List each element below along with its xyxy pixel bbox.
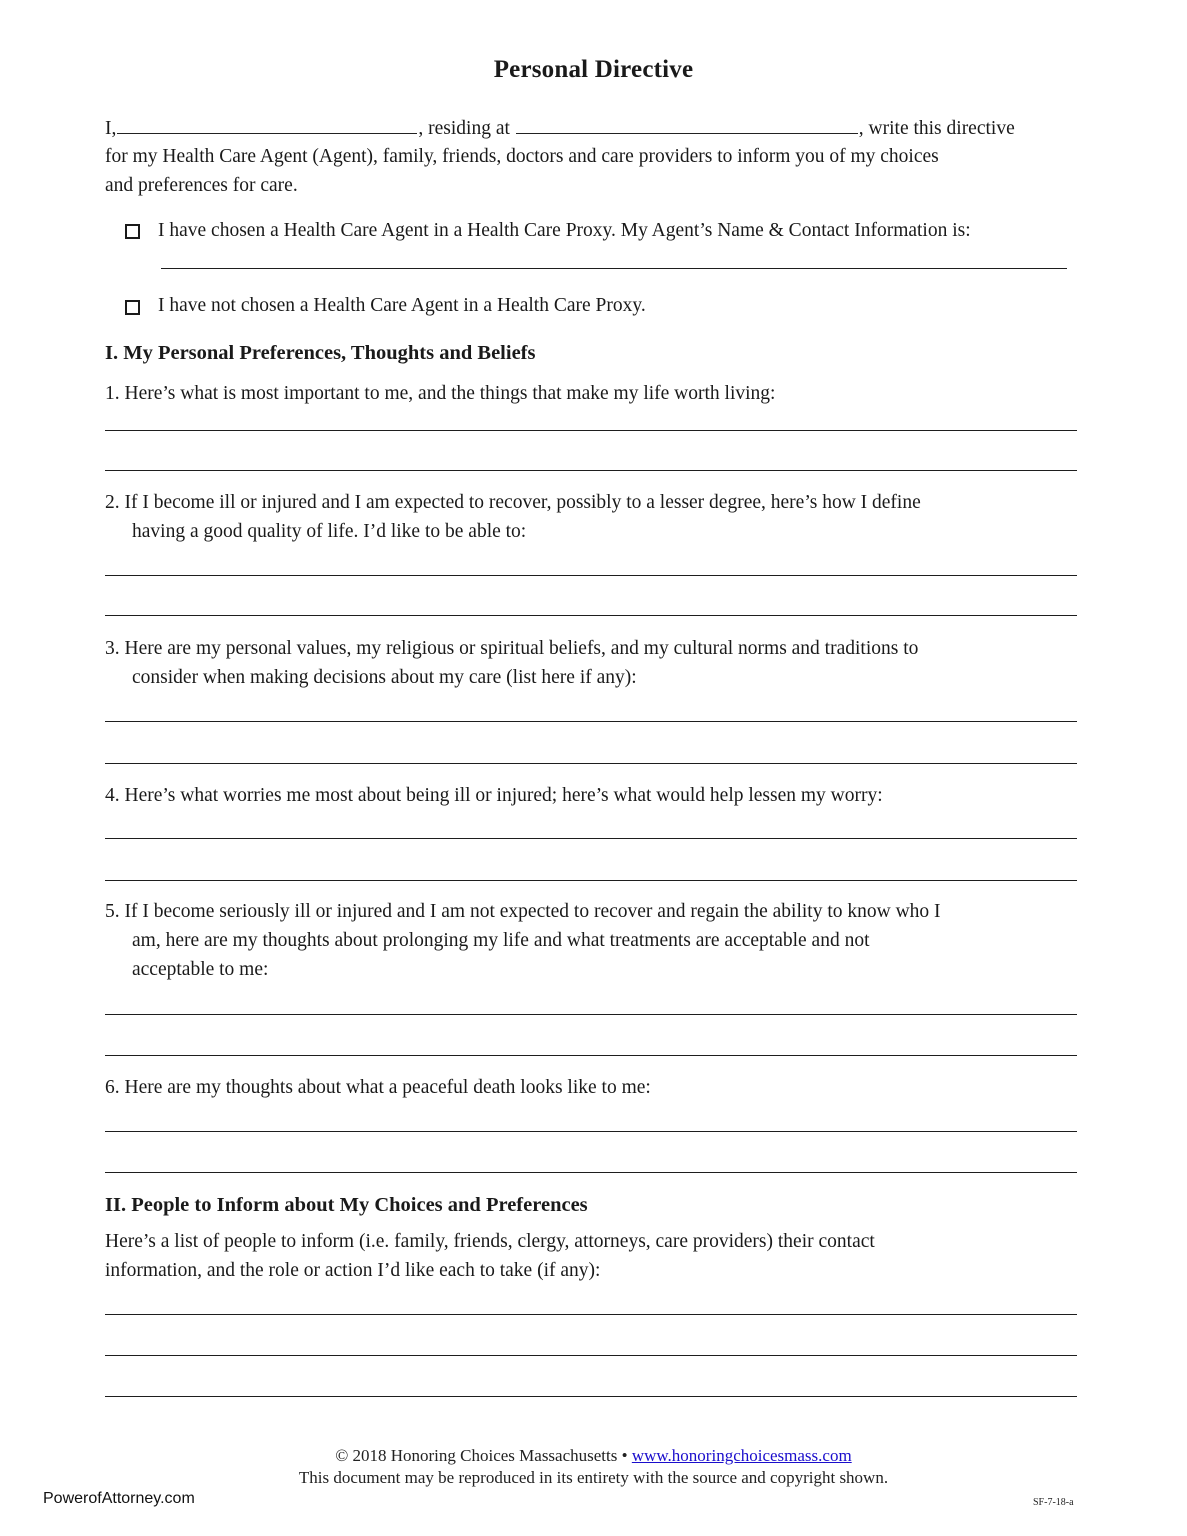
agent-chosen-checkbox[interactable]	[125, 224, 140, 239]
name-field[interactable]	[117, 132, 417, 134]
answer-line[interactable]	[105, 1396, 1077, 1397]
watermark-text: PowerofAttorney.com	[43, 1490, 195, 1507]
question-2-cont: having a good quality of life. I’d like to be able to:	[132, 521, 527, 542]
answer-line[interactable]	[105, 1055, 1077, 1056]
section-2-text-cont: information, and the role or action I’d like each to take (if any):	[105, 1260, 601, 1281]
answer-line[interactable]	[105, 838, 1077, 839]
answer-line[interactable]	[105, 575, 1077, 576]
section-2-text: Here’s a list of people to inform (i.e. family, friends, clergy, attorneys, care providers) their contact	[105, 1231, 875, 1252]
answer-line[interactable]	[105, 615, 1077, 616]
answer-line[interactable]	[105, 1355, 1077, 1356]
question-5: 5. If I become seriously ill or injured and I am not expected to recover and regain the ability to know who I	[105, 901, 941, 922]
section-1-heading: I. My Personal Preferences, Thoughts and Beliefs	[105, 342, 536, 364]
agent-chosen-label: I have chosen a Health Care Agent in a Health Care Proxy. My Agent’s Name & Contact Information is:	[158, 220, 971, 241]
question-6: 6. Here are my thoughts about what a peaceful death looks like to me:	[105, 1077, 651, 1098]
agent-contact-field[interactable]	[161, 268, 1067, 269]
footer-notice: This document may be reproduced in its entirety with the source and copyright shown.	[298, 1468, 889, 1487]
intro-line-1	[105, 115, 1015, 143]
answer-line[interactable]	[105, 1314, 1077, 1315]
copyright-text: © 2018 Honoring Choices Massachusetts •	[335, 1446, 628, 1465]
answer-line[interactable]	[105, 1172, 1077, 1173]
question-5-cont: am, here are my thoughts about prolonging my life and what treatments are acceptable and not	[132, 930, 870, 951]
answer-line[interactable]	[105, 721, 1077, 722]
agent-not-chosen-label: I have not chosen a Health Care Agent in a Health Care Proxy.	[158, 295, 646, 316]
footer-copyright	[0, 1446, 1187, 1466]
section-2-heading: II. People to Inform about My Choices and Preferences	[105, 1194, 588, 1216]
question-1: 1. Here’s what is most important to me, and the things that make my life worth living:	[105, 383, 776, 404]
intro-prefix: I,	[105, 118, 117, 139]
address-field[interactable]	[516, 132, 858, 134]
intro-residing: , residing at	[418, 118, 510, 139]
question-3-cont: consider when making decisions about my care (list here if any):	[132, 667, 637, 688]
agent-not-chosen-checkbox[interactable]	[125, 300, 140, 315]
answer-line[interactable]	[105, 763, 1077, 764]
answer-line[interactable]	[105, 470, 1077, 471]
form-code: SF-7-18-a	[1033, 1497, 1074, 1508]
intro-suffix: , write this directive	[858, 118, 1015, 139]
question-2: 2. If I become ill or injured and I am expected to recover, possibly to a lesser degree, here’s how I define	[105, 492, 921, 513]
page-title: Personal Directive	[493, 56, 694, 83]
intro-line-3: and preferences for care.	[105, 175, 298, 196]
answer-line[interactable]	[105, 1014, 1077, 1015]
intro-line-2: for my Health Care Agent (Agent), family, friends, doctors and care providers to inform you of my choices	[105, 146, 939, 167]
website-link[interactable]: www.honoringchoicesmass.com	[631, 1446, 852, 1465]
answer-line[interactable]	[105, 880, 1077, 881]
question-5-cont: acceptable to me:	[132, 959, 269, 980]
question-4: 4. Here’s what worries me most about being ill or injured; here’s what would help lessen my worry:	[105, 785, 883, 806]
answer-line[interactable]	[105, 430, 1077, 431]
question-3: 3. Here are my personal values, my religious or spiritual beliefs, and my cultural norms and traditions to	[105, 638, 919, 659]
answer-line[interactable]	[105, 1131, 1077, 1132]
